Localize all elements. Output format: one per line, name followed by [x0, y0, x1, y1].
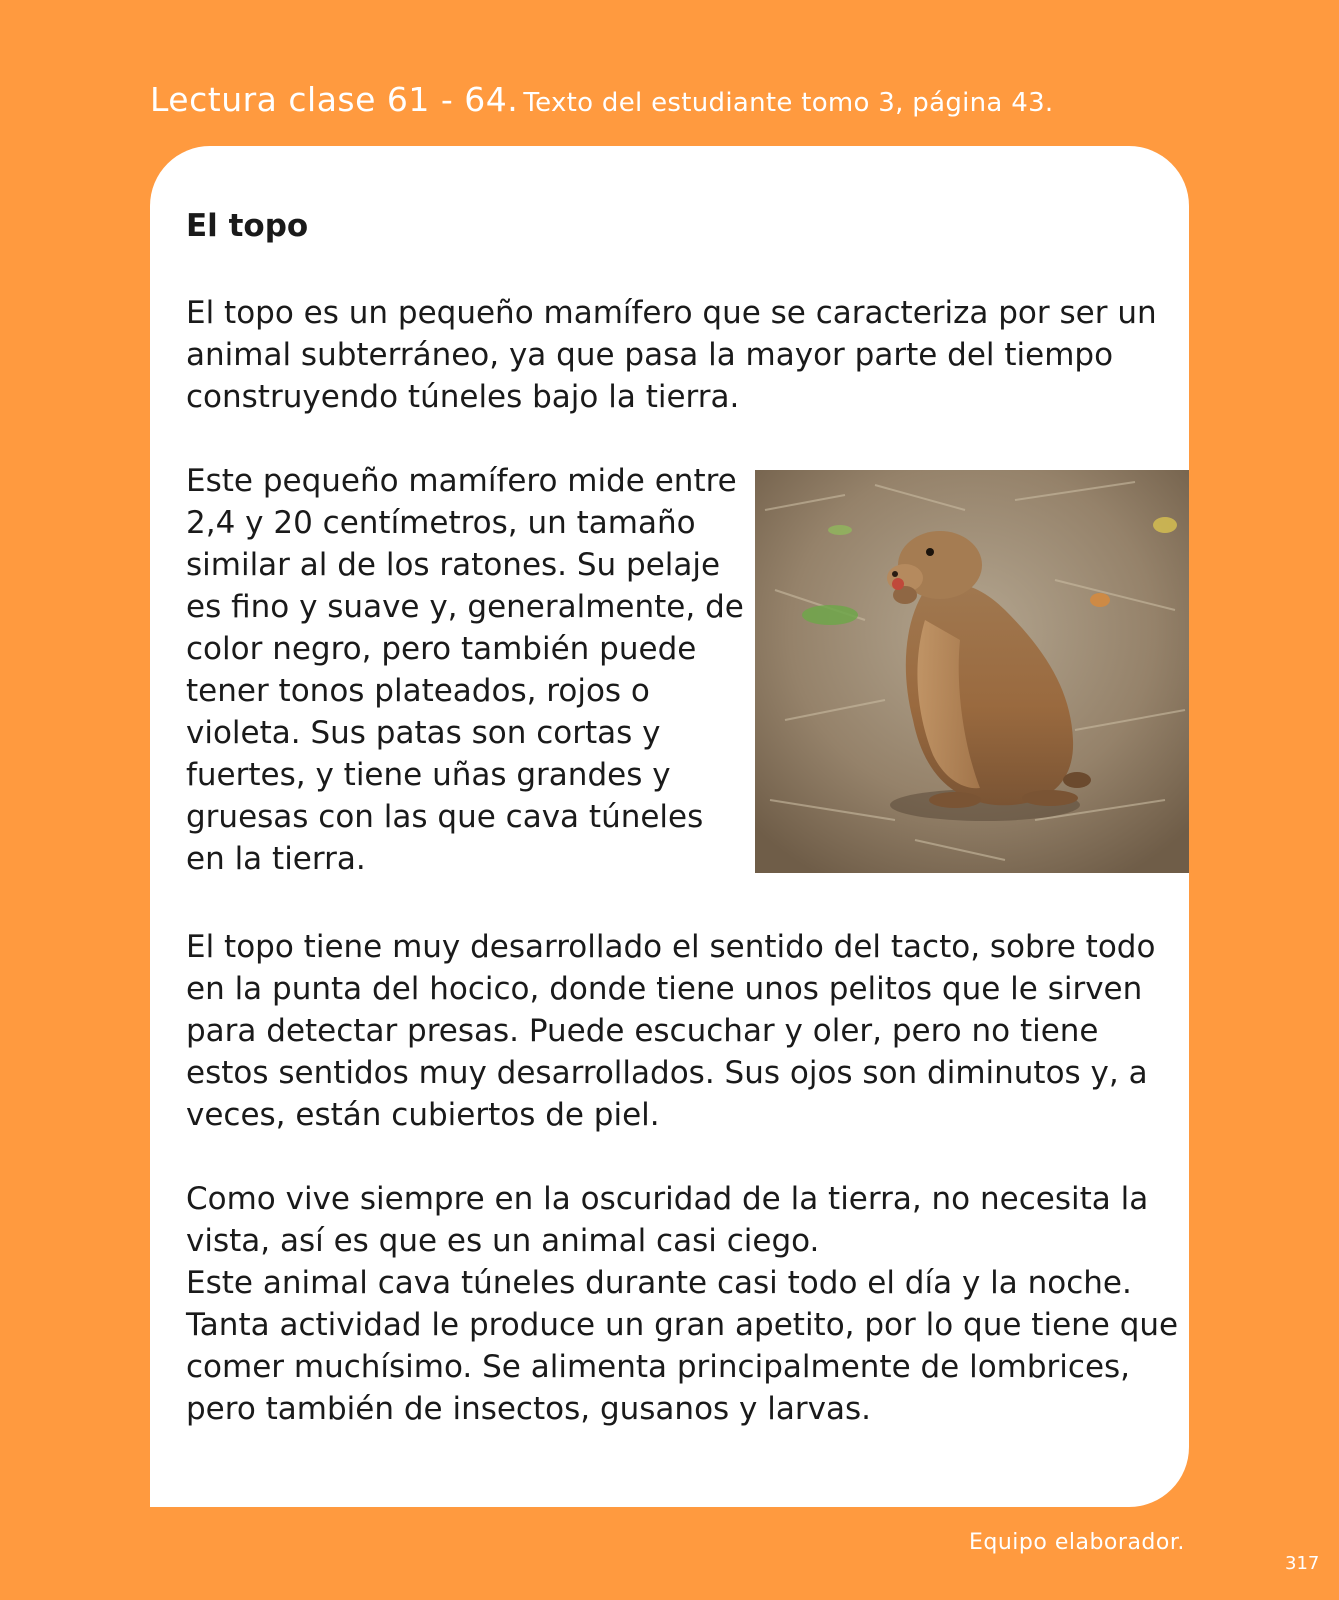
paragraph-1: El topo es un pequeño mamífero que se caracteriza por ser un animal subterráneo, ya que pasa la mayor parte del tiempo construyendo túneles bajo la tierra. — [186, 295, 1157, 415]
page-number: 317 — [1285, 1553, 1320, 1574]
paragraph-2: Este pequeño mamífero mide entre 2,4 y 20 centímetros, un tamaño similar al de los ratones. Su pelaje es fino y suave y, generalmente, de color negro, pero también puede tener tonos plateados, rojos o violeta. Sus patas son cortas y fuertes, y tiene uñas grandes y gruesas con las que cava túneles en la tierra. — [186, 463, 744, 877]
source-label: Texto del estudiante tomo 3, página 43. — [523, 88, 1054, 118]
eye-icon — [926, 548, 934, 556]
paragraph-4: Como vive siempre en la oscuridad de la tierra, no necesita la vista, así es que es un animal casi ciego. Este animal cava túneles durante casi todo el día y la noche. Tanta actividad le produce un gran apetito, por lo que tiene que comer muchísimo. Se alimenta principalmente de lombrices, pero también de insectos, gusanos y larvas. — [186, 1181, 1179, 1427]
reading-card — [150, 146, 1189, 1507]
paragraph-3: El topo tiene muy desarrollado el sentido del tacto, sobre todo en la punta del hocico, donde tiene unos pelitos que le sirven para detectar presas. Puede escuchar y oler, pero no tiene estos sentidos muy desarrollados. Sus ojos son diminutos y, a veces, están cubiertos de piel. — [186, 929, 1156, 1133]
lesson-label: Lectura clase 61 - 64. — [150, 80, 519, 119]
credit-label: Equipo elaborador. — [969, 1530, 1185, 1555]
food-icon — [892, 578, 904, 590]
mammal-photo — [755, 470, 1189, 873]
mammal-illustration — [755, 470, 1189, 873]
page-header — [150, 80, 1053, 119]
article-title: El topo — [186, 208, 309, 244]
